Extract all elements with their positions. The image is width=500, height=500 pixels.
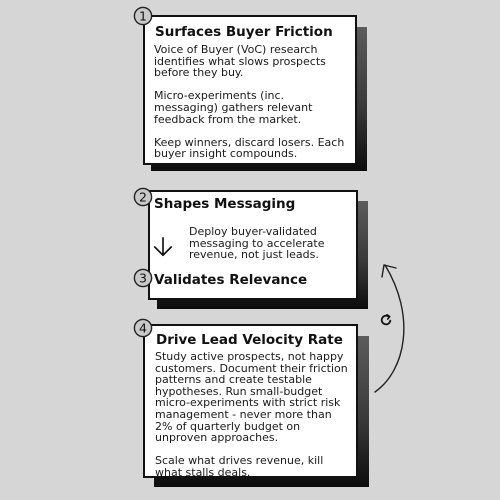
step-number-4: 4 (139, 320, 147, 336)
card-3-body (155, 351, 351, 479)
card-2-body: Deploy buyer-validated messaging to accelerate revenue, not just leads. (189, 225, 325, 262)
step-number-1: 1 (139, 8, 147, 24)
card-2-subtitle: Validates Relevance (154, 272, 308, 288)
card-3-paragraph-2: Scale what drives revenue, kill what stalls deals. (155, 454, 324, 479)
card-1-paragraph-2: Micro-experiments (inc. messaging) gathers relevant feedback from the market. (154, 89, 313, 126)
card-1-body (154, 44, 350, 160)
arrow-down-icon (152, 235, 174, 259)
card-shapes-messaging (148, 190, 358, 300)
card-drive-lead-velocity-rate (143, 324, 358, 478)
step-number-3: 3 (139, 270, 147, 286)
refresh-icon (378, 312, 394, 328)
card-1-paragraph-3: Keep winners, discard losers. Each buyer insight compounds. (154, 135, 345, 161)
step-badge-2 (133, 187, 153, 207)
card-3-paragraph-1: Study active prospects, not happy customers. Document their friction patterns and create testable hypotheses. Run small-budget micro-experiments with strict risk management - never more than 2% of quarterly budget on unproven approaches. (155, 350, 348, 445)
step-badge-1 (133, 6, 153, 26)
card-1-paragraph-1: Voice of Buyer (VoC) research identifies what slows prospects before they buy. (154, 43, 326, 80)
card-2-title: Shapes Messaging (154, 196, 296, 212)
card-1-title: Surfaces Buyer Friction (155, 24, 333, 40)
card-surfaces-buyer-friction (143, 15, 357, 165)
curved-arrow-up-icon (372, 258, 432, 398)
step-badge-3 (133, 268, 153, 288)
step-badge-4 (133, 318, 153, 338)
step-number-2: 2 (139, 189, 147, 205)
card-3-title: Drive Lead Velocity Rate (156, 332, 343, 348)
